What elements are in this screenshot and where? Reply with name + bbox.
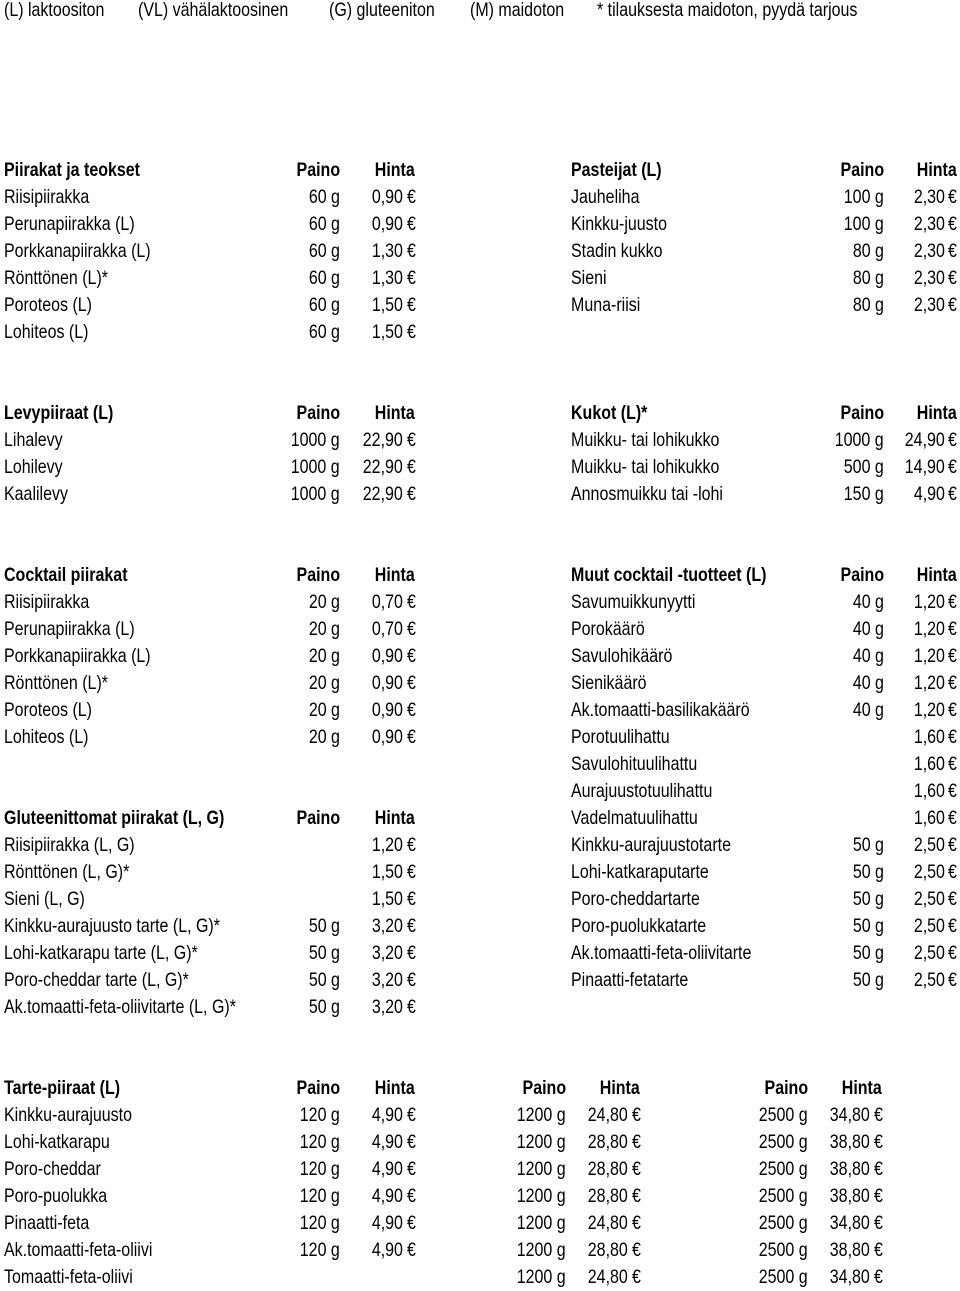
tarte-row-weight: 120 g (299, 1158, 340, 1180)
euro-sign: € (407, 645, 416, 667)
tarte-title: Tarte-piiraat (L) (4, 1077, 121, 1099)
levypiiraat-row-name: Lohilevy (4, 456, 63, 478)
muut-row-price: 2,50 (913, 969, 945, 991)
piirakat-row-name: Lohiteos (L) (4, 321, 89, 343)
euro-sign: € (407, 456, 416, 478)
muut-row-weight: 50 g (852, 942, 884, 964)
euro-sign: € (874, 1212, 883, 1234)
levypiiraat-row-price: 22,90 (362, 429, 403, 451)
piirakat-row-price: 1,30 (371, 240, 403, 262)
tarte-row-weight: 120 g (299, 1104, 340, 1126)
gluteeniton-row-weight: 50 g (308, 942, 340, 964)
tarte-row-weight: 120 g (299, 1131, 340, 1153)
euro-sign: € (407, 942, 416, 964)
cocktail-col-paino: Paino (296, 564, 340, 586)
pasteijat-row-weight: 80 g (852, 267, 884, 289)
tarte-row-weight: 2500 g (759, 1212, 808, 1234)
gluteeniton-row-name: Rönttönen (L, G)* (4, 861, 130, 883)
euro-sign: € (407, 969, 416, 991)
euro-sign: € (632, 1158, 641, 1180)
pasteijat-row-weight: 80 g (852, 294, 884, 316)
muut-row-weight: 50 g (852, 915, 884, 937)
euro-sign: € (407, 213, 416, 235)
tarte-col-paino: Paino (522, 1077, 566, 1099)
kukot-row-price: 4,90 (913, 483, 945, 505)
muut-col-paino: Paino (840, 564, 884, 586)
tarte-row-weight: 1200 g (517, 1131, 566, 1153)
muut-row-name: Lohi-katkaraputarte (571, 861, 709, 883)
pasteijat-row-price: 2,30 (913, 294, 945, 316)
piirakat-row-weight: 60 g (308, 267, 340, 289)
muut-row-price: 1,20 (913, 699, 945, 721)
euro-sign: € (948, 699, 957, 721)
gluteeniton-row-weight: 50 g (308, 969, 340, 991)
cocktail-row-name: Porkkanapiirakka (L) (4, 645, 151, 667)
piirakat-row-name: Porkkanapiirakka (L) (4, 240, 151, 262)
gluteeniton-row-name: Kinkku-aurajuusto tarte (L, G)* (4, 915, 220, 937)
euro-sign: € (407, 996, 416, 1018)
tarte-col-paino: Paino (764, 1077, 808, 1099)
cocktail-row-price: 0,90 (371, 726, 403, 748)
muut-title: Muut cocktail -tuotteet (L) (571, 564, 767, 586)
euro-sign: € (407, 834, 416, 856)
muut-row-price: 1,20 (913, 618, 945, 640)
levypiiraat-row-weight: 1000 g (291, 483, 340, 505)
kukot-row-price: 24,90 (904, 429, 945, 451)
tarte-row-price: 38,80 (829, 1185, 870, 1207)
muut-row-price: 1,60 (913, 807, 945, 829)
kukot-row-weight: 500 g (843, 456, 884, 478)
euro-sign: € (948, 780, 957, 802)
gluteeniton-row-name: Ak.tomaatti-feta-oliivitarte (L, G)* (4, 996, 236, 1018)
euro-sign: € (632, 1266, 641, 1288)
euro-sign: € (407, 1212, 416, 1234)
euro-sign: € (948, 672, 957, 694)
pasteijat-row-weight: 80 g (852, 240, 884, 262)
euro-sign: € (948, 456, 957, 478)
legend-g: (G) gluteeniton (329, 0, 435, 21)
gluteeniton-row-price: 3,20 (371, 996, 403, 1018)
tarte-row-weight: 1200 g (517, 1158, 566, 1180)
euro-sign: € (948, 240, 957, 262)
euro-sign: € (874, 1239, 883, 1261)
cocktail-col-hinta: Hinta (375, 564, 415, 586)
levypiiraat-row-weight: 1000 g (291, 456, 340, 478)
gluteeniton-col-paino: Paino (296, 807, 340, 829)
pasteijat-row-price: 2,30 (913, 267, 945, 289)
muut-row-name: Poro-cheddartarte (571, 888, 700, 910)
euro-sign: € (407, 1185, 416, 1207)
cocktail-row-weight: 20 g (308, 645, 340, 667)
tarte-row-name: Ak.tomaatti-feta-oliivi (4, 1239, 153, 1261)
gluteeniton-row-price: 1,50 (371, 861, 403, 883)
kukot-row-weight: 150 g (843, 483, 884, 505)
tarte-row-name: Kinkku-aurajuusto (4, 1104, 132, 1126)
euro-sign: € (948, 267, 957, 289)
tarte-row-name: Pinaatti-feta (4, 1212, 90, 1234)
muut-row-price: 2,50 (913, 834, 945, 856)
euro-sign: € (948, 645, 957, 667)
euro-sign: € (407, 861, 416, 883)
cocktail-title: Cocktail piirakat (4, 564, 128, 586)
kukot-row-name: Muikku- tai lohikukko (571, 429, 720, 451)
tarte-row-weight: 1200 g (517, 1266, 566, 1288)
cocktail-row-weight: 20 g (308, 699, 340, 721)
muut-row-name: Pinaatti-fetatarte (571, 969, 689, 991)
tarte-row-weight: 2500 g (759, 1158, 808, 1180)
legend-vl: (VL) vähälaktoosinen (138, 0, 289, 21)
levypiiraat-row-weight: 1000 g (291, 429, 340, 451)
tarte-row-name: Poro-puolukka (4, 1185, 108, 1207)
euro-sign: € (407, 1131, 416, 1153)
muut-row-name: Vadelmatuulihattu (571, 807, 698, 829)
gluteeniton-row-name: Poro-cheddar tarte (L, G)* (4, 969, 189, 991)
euro-sign: € (948, 915, 957, 937)
euro-sign: € (407, 483, 416, 505)
euro-sign: € (948, 726, 957, 748)
tarte-row-price: 4,90 (371, 1131, 403, 1153)
euro-sign: € (407, 1104, 416, 1126)
euro-sign: € (948, 294, 957, 316)
euro-sign: € (632, 1239, 641, 1261)
pasteijat-row-price: 2,30 (913, 240, 945, 262)
euro-sign: € (407, 591, 416, 613)
levypiiraat-row-price: 22,90 (362, 483, 403, 505)
euro-sign: € (407, 672, 416, 694)
tarte-col-hinta: Hinta (375, 1077, 415, 1099)
piirakat-row-price: 1,30 (371, 267, 403, 289)
muut-row-weight: 50 g (852, 834, 884, 856)
pasteijat-row-name: Jauheliha (571, 186, 640, 208)
muut-row-price: 2,50 (913, 915, 945, 937)
piirakat-row-name: Poroteos (L) (4, 294, 92, 316)
euro-sign: € (407, 294, 416, 316)
piirakat-row-name: Rönttönen (L)* (4, 267, 108, 289)
tarte-row-price: 24,80 (587, 1104, 628, 1126)
cocktail-row-name: Rönttönen (L)* (4, 672, 108, 694)
pasteijat-row-name: Muna-riisi (571, 294, 641, 316)
muut-row-price: 2,50 (913, 888, 945, 910)
muut-row-weight: 50 g (852, 888, 884, 910)
piirakat-row-weight: 60 g (308, 321, 340, 343)
euro-sign: € (407, 726, 416, 748)
euro-sign: € (407, 240, 416, 262)
euro-sign: € (948, 429, 957, 451)
tarte-col-hinta: Hinta (600, 1077, 640, 1099)
pasteijat-col-paino: Paino (840, 159, 884, 181)
levypiiraat-row-name: Kaalilevy (4, 483, 68, 505)
tarte-row-weight: 1200 g (517, 1185, 566, 1207)
kukot-row-name: Muikku- tai lohikukko (571, 456, 720, 478)
euro-sign: € (632, 1104, 641, 1126)
piirakat-row-price: 0,90 (371, 213, 403, 235)
piirakat-col-paino: Paino (296, 159, 340, 181)
euro-sign: € (407, 267, 416, 289)
tarte-row-weight: 2500 g (759, 1185, 808, 1207)
gluteeniton-row-name: Lohi-katkarapu tarte (L, G)* (4, 942, 198, 964)
euro-sign: € (948, 753, 957, 775)
tarte-row-weight: 2500 g (759, 1239, 808, 1261)
muut-row-price: 1,60 (913, 753, 945, 775)
euro-sign: € (948, 186, 957, 208)
muut-row-price: 1,60 (913, 726, 945, 748)
piirakat-row-name: Riisipiirakka (4, 186, 90, 208)
euro-sign: € (632, 1131, 641, 1153)
kukot-col-paino: Paino (840, 402, 884, 424)
gluteeniton-row-weight: 50 g (308, 996, 340, 1018)
euro-sign: € (948, 969, 957, 991)
muut-row-weight: 40 g (852, 645, 884, 667)
pasteijat-row-name: Stadin kukko (571, 240, 663, 262)
cocktail-row-price: 0,70 (371, 591, 403, 613)
euro-sign: € (632, 1185, 641, 1207)
tarte-row-weight: 120 g (299, 1185, 340, 1207)
pasteijat-row-weight: 100 g (843, 186, 884, 208)
pasteijat-row-name: Sieni (571, 267, 607, 289)
piirakat-row-weight: 60 g (308, 213, 340, 235)
muut-row-weight: 40 g (852, 618, 884, 640)
euro-sign: € (874, 1104, 883, 1126)
piirakat-col-hinta: Hinta (375, 159, 415, 181)
muut-row-price: 1,20 (913, 672, 945, 694)
euro-sign: € (407, 699, 416, 721)
gluteeniton-row-price: 1,20 (371, 834, 403, 856)
piirakat-row-price: 1,50 (371, 294, 403, 316)
muut-row-weight: 40 g (852, 699, 884, 721)
tarte-row-price: 28,80 (587, 1239, 628, 1261)
kukot-col-hinta: Hinta (917, 402, 957, 424)
muut-row-name: Porotuulihattu (571, 726, 670, 748)
pasteijat-row-name: Kinkku-juusto (571, 213, 667, 235)
pasteijat-row-price: 2,30 (913, 213, 945, 235)
muut-row-name: Ak.tomaatti-basilikakäärö (571, 699, 750, 721)
pasteijat-row-weight: 100 g (843, 213, 884, 235)
tarte-row-price: 34,80 (829, 1104, 870, 1126)
levypiiraat-row-name: Lihalevy (4, 429, 63, 451)
gluteeniton-row-weight: 50 g (308, 915, 340, 937)
tarte-row-name: Tomaatti-feta-oliivi (4, 1266, 133, 1288)
euro-sign: € (407, 429, 416, 451)
cocktail-row-price: 0,90 (371, 699, 403, 721)
tarte-row-weight: 2500 g (759, 1131, 808, 1153)
tarte-row-price: 28,80 (587, 1158, 628, 1180)
cocktail-row-weight: 20 g (308, 726, 340, 748)
muut-row-weight: 50 g (852, 969, 884, 991)
cocktail-row-name: Lohiteos (L) (4, 726, 89, 748)
piirakat-row-weight: 60 g (308, 186, 340, 208)
levypiiraat-col-hinta: Hinta (375, 402, 415, 424)
tarte-row-weight: 1200 g (517, 1239, 566, 1261)
euro-sign: € (407, 321, 416, 343)
tarte-row-price: 4,90 (371, 1212, 403, 1234)
muut-row-weight: 40 g (852, 672, 884, 694)
tarte-row-price: 28,80 (587, 1131, 628, 1153)
cocktail-row-weight: 20 g (308, 591, 340, 613)
muut-row-price: 1,60 (913, 780, 945, 802)
gluteeniton-row-name: Sieni (L, G) (4, 888, 85, 910)
tarte-row-price: 4,90 (371, 1239, 403, 1261)
tarte-row-price: 24,80 (587, 1212, 628, 1234)
muut-row-name: Kinkku-aurajuustotarte (571, 834, 731, 856)
tarte-row-price: 34,80 (829, 1266, 870, 1288)
cocktail-row-name: Perunapiirakka (L) (4, 618, 135, 640)
muut-row-name: Ak.tomaatti-feta-oliivitarte (571, 942, 752, 964)
levypiiraat-row-price: 22,90 (362, 456, 403, 478)
piirakat-row-price: 1,50 (371, 321, 403, 343)
euro-sign: € (874, 1131, 883, 1153)
euro-sign: € (632, 1212, 641, 1234)
muut-row-price: 2,50 (913, 942, 945, 964)
euro-sign: € (874, 1266, 883, 1288)
euro-sign: € (407, 618, 416, 640)
tarte-row-price: 38,80 (829, 1131, 870, 1153)
tarte-row-price: 4,90 (371, 1104, 403, 1126)
euro-sign: € (407, 1158, 416, 1180)
tarte-row-name: Poro-cheddar (4, 1158, 101, 1180)
piirakat-row-weight: 60 g (308, 240, 340, 262)
tarte-row-name: Lohi-katkarapu (4, 1131, 110, 1153)
piirakat-row-price: 0,90 (371, 186, 403, 208)
levypiiraat-title: Levypiiraat (L) (4, 402, 114, 424)
muut-row-weight: 40 g (852, 591, 884, 613)
cocktail-row-name: Poroteos (L) (4, 699, 92, 721)
tarte-row-price: 38,80 (829, 1158, 870, 1180)
tarte-col-hinta: Hinta (842, 1077, 882, 1099)
muut-row-name: Poro-puolukkatarte (571, 915, 707, 937)
pasteijat-title: Pasteijat (L) (571, 159, 662, 181)
euro-sign: € (874, 1158, 883, 1180)
euro-sign: € (407, 186, 416, 208)
legend-star: * tilauksesta maidoton, pyydä tarjous (597, 0, 858, 21)
kukot-row-name: Annosmuikku tai -lohi (571, 483, 723, 505)
tarte-row-price: 28,80 (587, 1185, 628, 1207)
piirakat-row-weight: 60 g (308, 294, 340, 316)
cocktail-row-weight: 20 g (308, 618, 340, 640)
euro-sign: € (407, 915, 416, 937)
piirakat-title: Piirakat ja teokset (4, 159, 140, 181)
muut-row-name: Porokäärö (571, 618, 645, 640)
tarte-row-price: 38,80 (829, 1239, 870, 1261)
euro-sign: € (948, 834, 957, 856)
gluteeniton-row-price: 3,20 (371, 915, 403, 937)
tarte-row-price: 24,80 (587, 1266, 628, 1288)
cocktail-row-price: 0,90 (371, 672, 403, 694)
gluteeniton-col-hinta: Hinta (375, 807, 415, 829)
pasteijat-col-hinta: Hinta (917, 159, 957, 181)
euro-sign: € (948, 591, 957, 613)
cocktail-row-price: 0,70 (371, 618, 403, 640)
pasteijat-row-price: 2,30 (913, 186, 945, 208)
muut-row-name: Savumuikkunyytti (571, 591, 696, 613)
muut-row-price: 1,20 (913, 645, 945, 667)
tarte-row-price: 4,90 (371, 1158, 403, 1180)
tarte-row-weight: 2500 g (759, 1104, 808, 1126)
tarte-col-paino: Paino (296, 1077, 340, 1099)
legend-l: (L) laktoositon (4, 0, 105, 21)
euro-sign: € (948, 861, 957, 883)
cocktail-row-name: Riisipiirakka (4, 591, 90, 613)
kukot-row-price: 14,90 (904, 456, 945, 478)
levypiiraat-col-paino: Paino (296, 402, 340, 424)
piirakat-row-name: Perunapiirakka (L) (4, 213, 135, 235)
kukot-row-weight: 1000 g (835, 429, 884, 451)
tarte-row-weight: 1200 g (517, 1212, 566, 1234)
tarte-row-weight: 1200 g (517, 1104, 566, 1126)
tarte-row-price: 4,90 (371, 1185, 403, 1207)
muut-row-price: 1,20 (913, 591, 945, 613)
euro-sign: € (948, 618, 957, 640)
euro-sign: € (948, 483, 957, 505)
euro-sign: € (407, 1239, 416, 1261)
tarte-row-weight: 2500 g (759, 1266, 808, 1288)
gluteeniton-row-price: 3,20 (371, 942, 403, 964)
muut-row-weight: 50 g (852, 861, 884, 883)
muut-row-name: Savulohituulihattu (571, 753, 698, 775)
gluteeniton-title: Gluteenittomat piirakat (L, G) (4, 807, 225, 829)
tarte-row-weight: 120 g (299, 1239, 340, 1261)
muut-row-name: Sienikäärö (571, 672, 647, 694)
muut-row-name: Aurajuustotuulihattu (571, 780, 713, 802)
tarte-row-weight: 120 g (299, 1212, 340, 1234)
cocktail-row-weight: 20 g (308, 672, 340, 694)
legend-m: (M) maidoton (470, 0, 565, 21)
gluteeniton-row-price: 1,50 (371, 888, 403, 910)
euro-sign: € (874, 1185, 883, 1207)
muut-row-price: 2,50 (913, 861, 945, 883)
kukot-title: Kukot (L)* (571, 402, 648, 424)
gluteeniton-row-name: Riisipiirakka (L, G) (4, 834, 135, 856)
gluteeniton-row-price: 3,20 (371, 969, 403, 991)
euro-sign: € (948, 888, 957, 910)
euro-sign: € (407, 888, 416, 910)
cocktail-row-price: 0,90 (371, 645, 403, 667)
euro-sign: € (948, 807, 957, 829)
muut-col-hinta: Hinta (917, 564, 957, 586)
euro-sign: € (948, 213, 957, 235)
muut-row-name: Savulohikäärö (571, 645, 673, 667)
tarte-row-price: 34,80 (829, 1212, 870, 1234)
euro-sign: € (948, 942, 957, 964)
